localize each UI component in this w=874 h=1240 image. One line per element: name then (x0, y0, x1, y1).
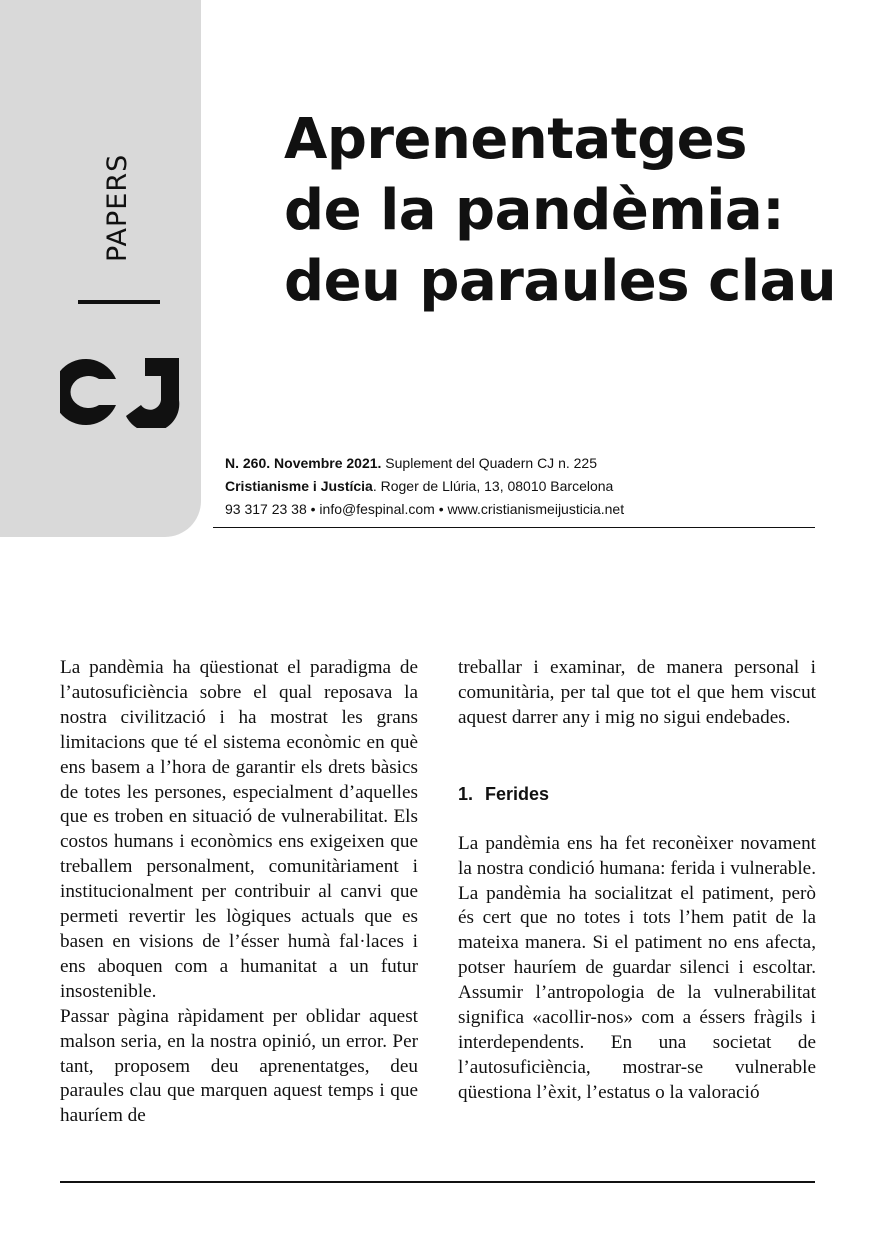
title-line-2: de la pandèmia: (284, 178, 785, 243)
section-paragraph: La pandèmia ens ha fet reconèixer novament la nostra condició humana: ferida i vulnerable. La pandèmia ha socialitzat el patiment, però és cert que no totes i tots l’hem patit de la mateixa manera. Si el patiment no ens afecta, potser hauríem de guardar silenci i escoltar. Assumir l’antropologia de la vulnerabilitat significa «acollir-nos» com a éssers fràgils i interdependents. En una societat de l’autosuficiència, mostrar-se vulnerable qüestiona l’èxit, l’estatus o la valoració (458, 832, 816, 1103)
cj-logo (60, 356, 180, 428)
title-line-1: Aprenentatges (284, 107, 747, 172)
title-line-3: deu paraules clau (284, 249, 837, 314)
contact-line: 93 317 23 38 • info@fespinal.com • www.cristianismeijusticia.net (225, 501, 625, 517)
sidebar-panel (0, 0, 201, 537)
page-title (284, 104, 836, 317)
header-divider (213, 527, 815, 528)
series-label: PAPERS (102, 153, 133, 262)
footer-divider (60, 1181, 815, 1183)
publisher-address: . Roger de Llúria, 13, 08010 Barcelona (372, 478, 614, 494)
issue-line (225, 452, 815, 475)
publisher-line (225, 475, 815, 498)
body-column-right (458, 656, 816, 1106)
intro-continuation: treballar i examinar, de manera personal i comunitària, per tal que tot el que hem viscut aquest darrer any i mig no sigui endebades. (458, 657, 816, 728)
section-title: Ferides (485, 783, 550, 804)
publication-info (225, 452, 815, 521)
section-number: 1. (458, 783, 474, 804)
intro-paragraph-1: La pandèmia ha qüestionat el paradigma de l’autosuficiència sobre el qual reposava la nostra civilització i ha mostrat les grans limitacions que té el sistema econòmic en què ens basem a l’hora de garantir els drets bàsics de totes les persones, especialment d’aquelles que es troben en situació de vulnerabilitat. Els costos humans i econòmics ens exigeixen que treballem personalment, comunitàriament i institucionalment per contribuir al canvi que permeti revertir les lògiques actuals que es basen en visions de l’ésser humà fal·laces i ens aboquen com a humanitat a un futur insostenible. (60, 657, 418, 1002)
section-heading (458, 731, 816, 832)
cj-logo-mark (60, 358, 179, 428)
issue-number: N. 260. Novembre 2021. (225, 455, 382, 471)
publisher-name: Cristianisme i Justícia (225, 478, 373, 494)
series-divider (78, 300, 160, 304)
intro-paragraph-2: Passar pàgina ràpidament per oblidar aquest malson seria, en la nostra opinió, un error. Per tant, proposem deu aprenentatges, deu paraules clau que marquen aquest temps i que hauríem de (60, 1005, 418, 1127)
body-column-left (60, 656, 418, 1129)
issue-supplement: Suplement del Quadern CJ n. 225 (381, 455, 597, 471)
